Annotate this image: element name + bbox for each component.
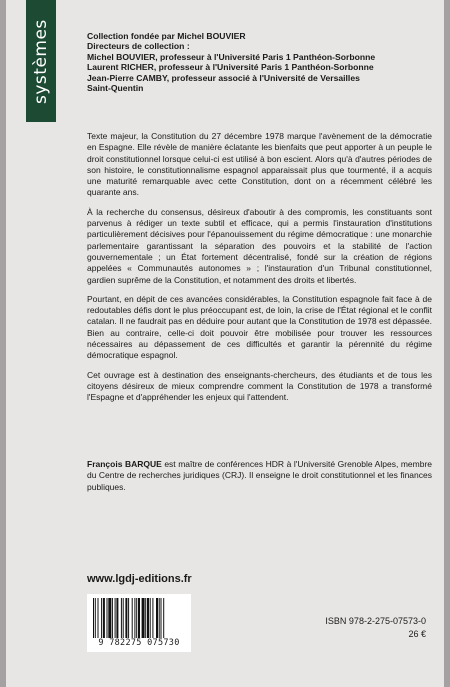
barcode-digits: 9 782275 075730 — [98, 638, 180, 648]
collection-directors-heading: Directeurs de collection : — [87, 41, 190, 52]
back-cover — [6, 0, 444, 687]
blurb-paragraph: Pourtant, en dépit de ces avancées considérables, la Constitution espagnole fait face à de redoutables défis dont le plus préoccupant est, de loin, la crise de l'État régional et le conflit catalan. Il ne faudrait pas en déduire pour autant que la Constitution de 1978 est dépassée. Bien au contraire, celle-ci doit pouvoir être mobilisée pour trouver les ressources nécessaires au dépassement de ces difficultés et garantir la pérennité du régime démocratique espagnol. — [87, 293, 432, 361]
barcode — [87, 594, 191, 652]
isbn-block — [325, 615, 426, 641]
series-band — [26, 0, 56, 122]
blurb-paragraph: Texte majeur, la Constitution du 27 décembre 1978 marque l'avènement de la démocratie en Espagne. Elle révèle de manière éclatante les bienfaits que peut apporter à un peuple le droit constitutionnel lorsque celui-ci est utilisé à bon escient. Alors qu'à d'autres périodes de son histoire, le constitutionnalisme espagnol apparaissait plus que tourmenté, il a acquis une maturité remarquable avec cette Constitution, dont on a récemment célébré les quarante ans. — [87, 131, 432, 198]
barcode-bars — [93, 598, 185, 638]
blurb — [87, 131, 432, 412]
author-name: François BARQUE — [87, 459, 162, 469]
blurb-paragraph: À la recherche du consensus, désireux d'aboutir à des compromis, les constituants sont parvenus à rédiger un texte subtil et efficace, qui a permis l'instauration d'institutions particulièrement décisives pour l'épanouissement du régime démocratique : une monarchie parlementaire garantissant la séparation des pouvoirs et la stabilité de l'action gouvernementale ; un État fortement décentralisé, fondé sur la création de régions appelées « Communautés autonomes » ; l'instauration d'un Tribunal constitutionnel, gardien suprême de la Constitution, et notamment des droits et libertés. — [87, 206, 432, 285]
author-description: est maître de conférences HDR à l'Université Grenoble Alpes, membre du Centre de recherches juridiques (CRJ). Il enseigne le droit constitutionnel et les finances publiques. — [87, 459, 433, 492]
collection-credits — [87, 31, 432, 93]
publisher-website[interactable]: www.lgdj-editions.fr — [87, 573, 192, 585]
collection-director-continued: Saint-Quentin — [87, 83, 144, 94]
collection-founder: Collection fondée par Michel BOUVIER — [87, 31, 246, 41]
blurb-paragraph: Cet ouvrage est à destination des enseignants-chercheurs, des étudiants et de tous les citoyens désireux de mieux comprendre comment la Constitution de 1978 a transformé l'Espagne et d'appréhender les enjeux qui l'attendent. — [87, 369, 432, 403]
collection-director: Jean-Pierre CAMBY, professeur associé à l'Université de Versailles — [87, 72, 360, 83]
isbn-number: ISBN 978-2-275-07573-0 — [325, 616, 426, 626]
author-bio — [87, 459, 432, 493]
price: 26 € — [408, 629, 426, 639]
collection-director: Michel BOUVIER, professeur à l'Université Paris 1 Panthéon-Sorbonne — [87, 51, 376, 62]
series-label: systèmes — [31, 19, 51, 105]
collection-director: Laurent RICHER, professeur à l'Université Paris 1 Panthéon-Sorbonne — [87, 62, 374, 73]
